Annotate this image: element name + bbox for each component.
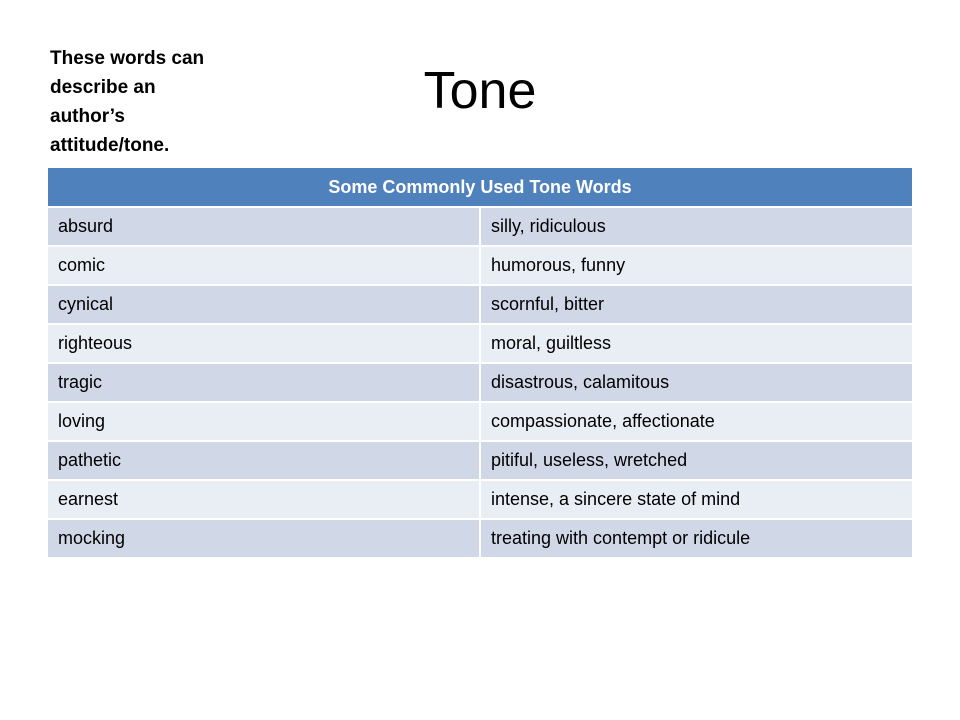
table-header: Some Commonly Used Tone Words — [48, 168, 912, 207]
tone-word: comic — [48, 246, 480, 285]
table-row — [48, 519, 912, 558]
tone-word: cynical — [48, 285, 480, 324]
table-row — [48, 324, 912, 363]
tone-meaning: scornful, bitter — [480, 285, 912, 324]
tone-word: mocking — [48, 519, 480, 558]
table-row — [48, 207, 912, 246]
tone-meaning: intense, a sincere state of mind — [480, 480, 912, 519]
tone-word: tragic — [48, 363, 480, 402]
tone-meaning: treating with contempt or ridicule — [480, 519, 912, 558]
tone-meaning: disastrous, calamitous — [480, 363, 912, 402]
tone-meaning: silly, ridiculous — [480, 207, 912, 246]
slide-title: Tone — [423, 62, 537, 120]
side-note: These words can describe an author’s attitude/tone. — [50, 48, 205, 156]
table-row — [48, 402, 912, 441]
tone-word: pathetic — [48, 441, 480, 480]
tone-word: loving — [48, 402, 480, 441]
tone-meaning: compassionate, affectionate — [480, 402, 912, 441]
tone-meaning: moral, guiltless — [480, 324, 912, 363]
table-row — [48, 246, 912, 285]
table-row — [48, 441, 912, 480]
table-row — [48, 363, 912, 402]
tone-meaning: pitiful, useless, wretched — [480, 441, 912, 480]
table-header-row — [48, 168, 912, 207]
tone-words-table — [48, 168, 912, 559]
tone-word: earnest — [48, 480, 480, 519]
tone-word: righteous — [48, 324, 480, 363]
tone-word: absurd — [48, 207, 480, 246]
tone-meaning: humorous, funny — [480, 246, 912, 285]
table-row — [48, 285, 912, 324]
table-row — [48, 480, 912, 519]
